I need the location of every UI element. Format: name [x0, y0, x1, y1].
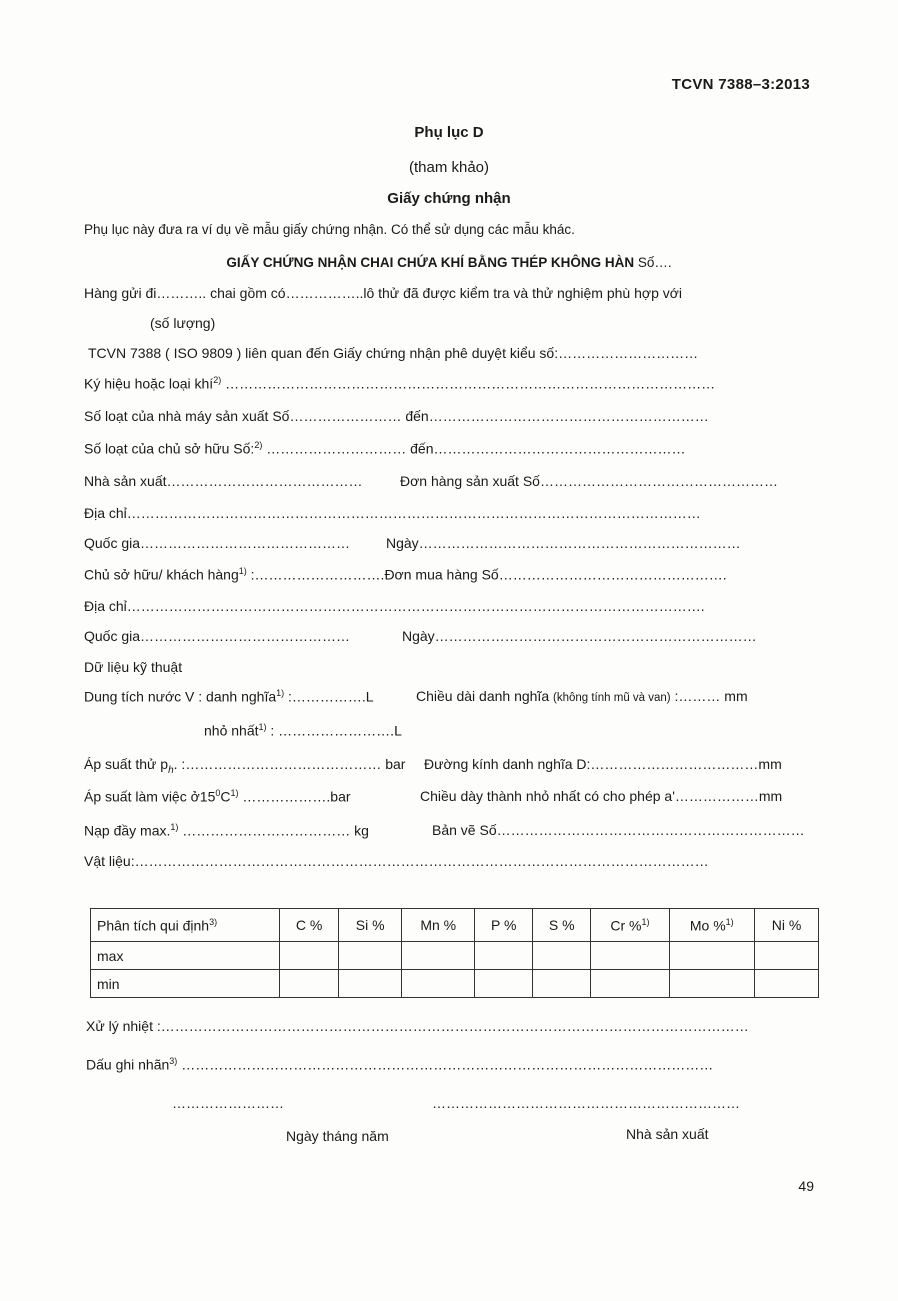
- table-header-cell: Mn %: [402, 909, 475, 942]
- manufacturer-serial-line: Số loạt của nhà máy sản xuất Số…………………… đến……………………………………………………: [84, 408, 709, 424]
- table-row: [91, 970, 819, 998]
- owner-date-line: Ngày……………………………………………………………: [402, 628, 757, 644]
- water-capacity-dots: :…………….L: [284, 688, 374, 705]
- working-pressure-unit: C: [220, 788, 231, 805]
- owner-serial-label: Số loạt của chủ sở hữu Số:: [84, 440, 255, 457]
- appendix-title: Phụ lục D: [414, 124, 484, 141]
- appendix-subtitle: (tham khảo): [408, 159, 490, 176]
- footnote-ref: 1): [230, 788, 239, 798]
- quantity-note: (số lượng): [150, 315, 216, 331]
- certificate-title-text: GIẤY CHỨNG NHẬN CHAI CHỨA KHÍ BẰNG THÉP KHÔNG HÀN: [226, 255, 635, 270]
- certificate-title: [0, 255, 898, 270]
- min-capacity-line: [204, 722, 402, 739]
- table-cell: [475, 942, 533, 970]
- marking-line: [86, 1056, 713, 1073]
- max-fill-dots: ……………………………… kg: [178, 822, 369, 839]
- footnote-ref: 1): [238, 566, 247, 576]
- test-pressure-line: [84, 756, 405, 776]
- manufacturer-line: Nhà sản xuất……………………………………: [84, 473, 363, 489]
- table-cell: [754, 970, 818, 998]
- footnote-ref: 3): [169, 1056, 178, 1066]
- table-cell: [402, 970, 475, 998]
- owner-dots: :……………………….Đơn mua hàng Số………………………………………….: [246, 566, 727, 583]
- table-cell: [475, 970, 533, 998]
- min-capacity-label: nhỏ nhất: [204, 722, 259, 739]
- marking-label: Dấu ghi nhãn: [86, 1056, 170, 1073]
- max-fill-line: [84, 822, 369, 839]
- row-label: max: [91, 942, 280, 970]
- certificate-number: Số….: [634, 255, 672, 270]
- test-pressure-label: Áp suất thử p: [84, 756, 169, 772]
- heat-treatment-line: Xử lý nhiệt :………………………………………………………………………………………………………………: [86, 1018, 749, 1034]
- owner-address-line: Địa chỉ…………………………………………………………………………………………………………….: [84, 598, 705, 614]
- nominal-length-line: [416, 688, 748, 704]
- footnote-ref: 1): [170, 822, 179, 832]
- table-cell: [591, 942, 669, 970]
- nominal-length-label: Chiều dài danh nghĩa: [416, 688, 550, 704]
- table-cell: [533, 970, 591, 998]
- table-cell: [591, 970, 669, 998]
- working-pressure-label: Áp suất làm việc ở15: [84, 788, 216, 805]
- test-pressure-dots: . :…………………………………… bar: [173, 756, 406, 772]
- gas-type-label: Ký hiệu hoặc loại khí: [84, 375, 214, 392]
- gas-type-line: [84, 375, 715, 392]
- test-pressure-sub: h: [168, 764, 174, 776]
- table-header-cell: Cr %$^{1)}$: [591, 909, 669, 942]
- table-header-cell: Mo %$^{1)}$: [669, 909, 754, 942]
- owner-label: Chủ sở hữu/ khách hàng: [84, 566, 239, 583]
- degree-sup: 0: [215, 788, 221, 798]
- production-order-line: Đơn hàng sản xuất Số……………………………………………: [400, 473, 778, 489]
- page-number: 49: [798, 1178, 814, 1194]
- wall-thickness-line: Chiều dày thành nhỏ nhất có cho phép a'………………mm: [420, 788, 783, 804]
- table-cell: [280, 970, 339, 998]
- drawing-number-line: Bản vẽ Số…………………………………………………………: [432, 822, 805, 838]
- owner-serial-line: [84, 440, 685, 457]
- water-capacity-line: [84, 688, 374, 705]
- nominal-diameter-line: Đường kính danh nghĩa D:………………………………mm: [424, 756, 782, 772]
- manufacturer-signature-dots: …………………………………………………………: [432, 1095, 740, 1111]
- table-header-cell: Ni %: [754, 909, 818, 942]
- marking-dots: ……………………………………………………………………………………………………: [177, 1056, 714, 1073]
- address-line: Địa chỉ……………………………………………………………………………………………………………: [84, 505, 701, 521]
- nominal-length-dots: :……… mm: [670, 688, 748, 704]
- approval-line: TCVN 7388 ( ISO 9809 ) liên quan đến Giấy chứng nhận phê duyệt kiểu số:…………………………: [88, 345, 699, 361]
- intro-text: Phụ lục này đưa ra ví dụ về mẫu giấy chứng nhận. Có thể sử dụng các mẫu khác.: [84, 222, 575, 237]
- date-caption: Ngày tháng năm: [286, 1128, 389, 1144]
- table-header-cell: Phân tích qui định$^{3)}$: [91, 909, 280, 942]
- water-capacity-label: Dung tích nước V : danh nghĩa: [84, 688, 277, 705]
- standard-code: TCVN 7388–3:2013: [671, 76, 810, 93]
- table-cell: [669, 970, 754, 998]
- table-row: [91, 942, 819, 970]
- row-label: min: [91, 970, 280, 998]
- table-header-row: [91, 909, 819, 942]
- footnote-ref: 1): [276, 688, 285, 698]
- manufacturer-caption: Nhà sản xuất: [626, 1126, 709, 1142]
- working-pressure-dots: ……………….bar: [238, 788, 351, 805]
- owner-serial-dots: ………………………… đến………………………………………………: [262, 440, 686, 457]
- table-cell: [754, 942, 818, 970]
- certificate-heading: Giấy chứng nhận: [387, 190, 511, 207]
- table-header-cell: S %: [533, 909, 591, 942]
- country-line: Quốc gia………………………………………: [84, 535, 351, 551]
- table-header-cell: P %: [475, 909, 533, 942]
- table-cell: [339, 970, 402, 998]
- chemical-analysis-table: [90, 908, 819, 998]
- min-capacity-dots: : …………………….L: [266, 722, 402, 739]
- table-cell: [669, 942, 754, 970]
- max-fill-label: Nạp đầy max.: [84, 822, 171, 839]
- nominal-length-note: (không tính mũ và van): [553, 692, 671, 704]
- date-signature-dots: ……………………: [172, 1095, 284, 1111]
- table-cell: [533, 942, 591, 970]
- table-header-cell: Si %: [339, 909, 402, 942]
- table-header-cell: C %: [280, 909, 339, 942]
- table-cell: [402, 942, 475, 970]
- table-cell: [339, 942, 402, 970]
- owner-line: [84, 566, 727, 583]
- gas-type-dots: ……………………………………………………………………………………………: [221, 375, 716, 392]
- footnote-ref: 2): [213, 375, 222, 385]
- date-line: Ngày……………………………………………………………: [386, 535, 741, 551]
- table-cell: [280, 942, 339, 970]
- footnote-ref: 1): [258, 722, 267, 732]
- owner-country-line: Quốc gia………………………………………: [84, 628, 351, 644]
- footnote-ref: 2): [254, 440, 263, 450]
- working-pressure-line: [84, 788, 351, 805]
- technical-data-heading: Dữ liệu kỹ thuật: [84, 659, 183, 675]
- shipment-line: Hàng gửi đi……….. chai gồm có……………..lô thử đã được kiểm tra và thử nghiệm phù hợp với: [84, 285, 683, 301]
- material-line: Vật liệu:……………………………………………………………………………………………………………: [84, 853, 709, 869]
